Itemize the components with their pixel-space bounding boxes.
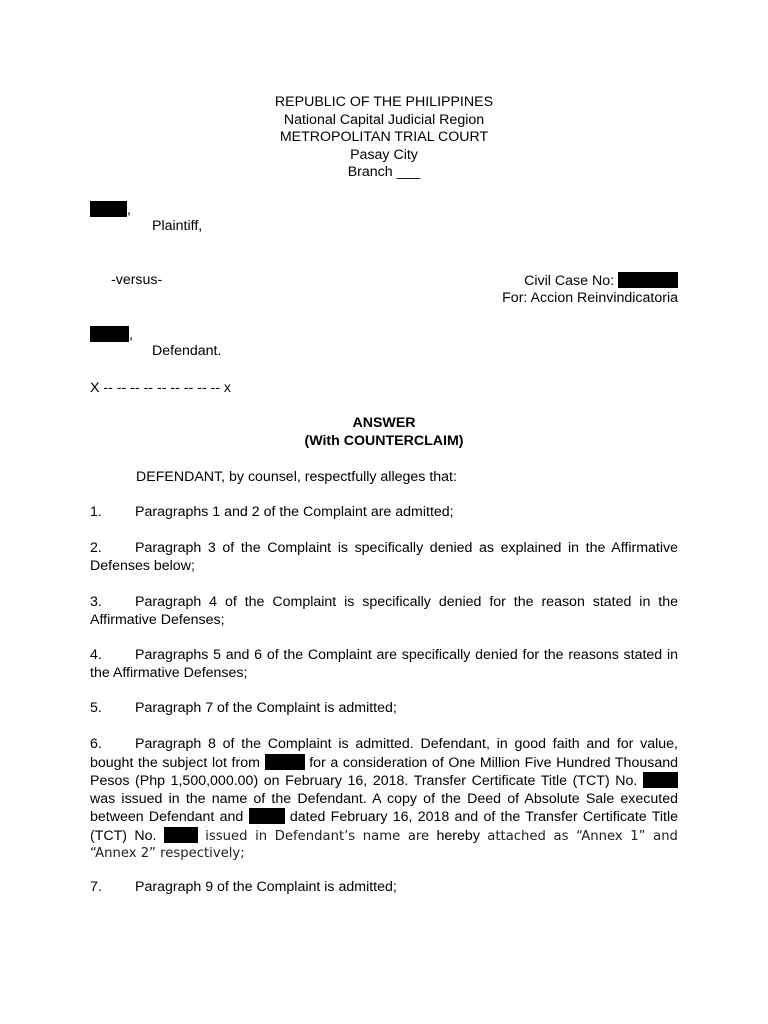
caption-separator: X -- -- -- -- -- -- -- -- -- x [90, 380, 232, 396]
defendant-comma: , [129, 327, 133, 343]
document-title [90, 415, 678, 450]
redaction-block [249, 808, 285, 824]
paragraph-6 [90, 736, 678, 863]
paragraph-text-part: attached as “Annex 1” and “Annex 2” respectively; [90, 828, 678, 861]
versus-text: -versus- [111, 272, 163, 288]
header-court: METROPOLITAN TRIAL COURT [279, 129, 489, 145]
paragraph-text-part: hereby [436, 827, 480, 844]
paragraph-text: Paragraph 7 of the Complaint is admitted; [135, 700, 397, 716]
header-region: National Capital Judicial Region [283, 111, 485, 128]
paragraph-text-part: issued in Defendant’s name are [205, 828, 430, 844]
title-counterclaim: (With COUNTERCLAIM) [304, 432, 464, 449]
paragraph-text-part: dated February 16, 2018 and of the Transfer Certificate Title (TCT) No. [90, 809, 679, 844]
paragraph-3 [90, 594, 678, 629]
paragraph-7 [90, 879, 678, 897]
paragraph-4 [90, 647, 678, 682]
paragraph-text-part: for a consideration of One Million Five Hundred Thousand Pesos (Php 1,500,000.00) on February 16, 2018. Transfer Certificate Title (TCT) No. [90, 754, 678, 789]
plaintiff-name-line [90, 201, 131, 220]
civil-case-line [524, 272, 678, 291]
paragraph-1 [90, 504, 678, 522]
redaction-block [265, 754, 305, 770]
paragraph-number: 5. [90, 700, 102, 716]
paragraph-text: Paragraph 3 of the Complaint is specifically denied as explained in the Affirmative Defenses below; [90, 540, 678, 574]
header-city: Pasay City [350, 146, 418, 163]
intro-text: DEFENDANT, by counsel, respectfully alleges that: [136, 469, 457, 485]
paragraph-text-part: was issued in the name of the Defendant. A copy of the Deed of Absolute Sale executed between Defendant and [90, 790, 678, 825]
redaction-block [618, 272, 678, 288]
plaintiff-comma: , [127, 202, 131, 218]
paragraph-number: 1. [90, 504, 102, 520]
paragraph-text-part: Paragraph 8 of the Complaint is admitted. Defendant, in good faith and for value, bought the subject lot from [90, 736, 678, 771]
paragraph-text: Paragraph 9 of the Complaint is admitted; [135, 879, 397, 895]
defendant-name-line [90, 326, 133, 345]
paragraph-number: 2. [90, 540, 102, 556]
title-answer: ANSWER [352, 415, 416, 431]
court-header [90, 94, 678, 182]
paragraph-number: 7. [90, 879, 102, 895]
redaction-block [643, 772, 678, 788]
paragraph-number: 4. [90, 647, 102, 663]
paragraph-number: 3. [90, 594, 102, 610]
paragraph-2 [90, 540, 678, 575]
civil-case-label: Civil Case No: [524, 273, 615, 289]
defendant-label: Defendant. [152, 343, 222, 359]
paragraph-text: Paragraph 4 of the Complaint is specifically denied for the reason stated in the Affirmative Defenses; [90, 594, 678, 628]
paragraph-text: Paragraphs 5 and 6 of the Complaint are specifically denied for the reasons stated in the Affirmative Defenses; [90, 647, 678, 681]
paragraph-5 [90, 700, 678, 718]
paragraph-text: Paragraphs 1 and 2 of the Complaint are admitted; [135, 504, 454, 520]
redaction-block [164, 827, 198, 843]
case-for-line: For: Accion Reinvindicatoria [502, 290, 678, 306]
paragraph-number: 6. [90, 736, 102, 752]
redaction-block [90, 326, 129, 342]
plaintiff-label: Plaintiff, [152, 218, 203, 234]
header-branch: Branch ___ [347, 164, 421, 180]
redaction-block [90, 201, 127, 217]
header-republic: REPUBLIC OF THE PHILIPPINES [274, 94, 494, 110]
